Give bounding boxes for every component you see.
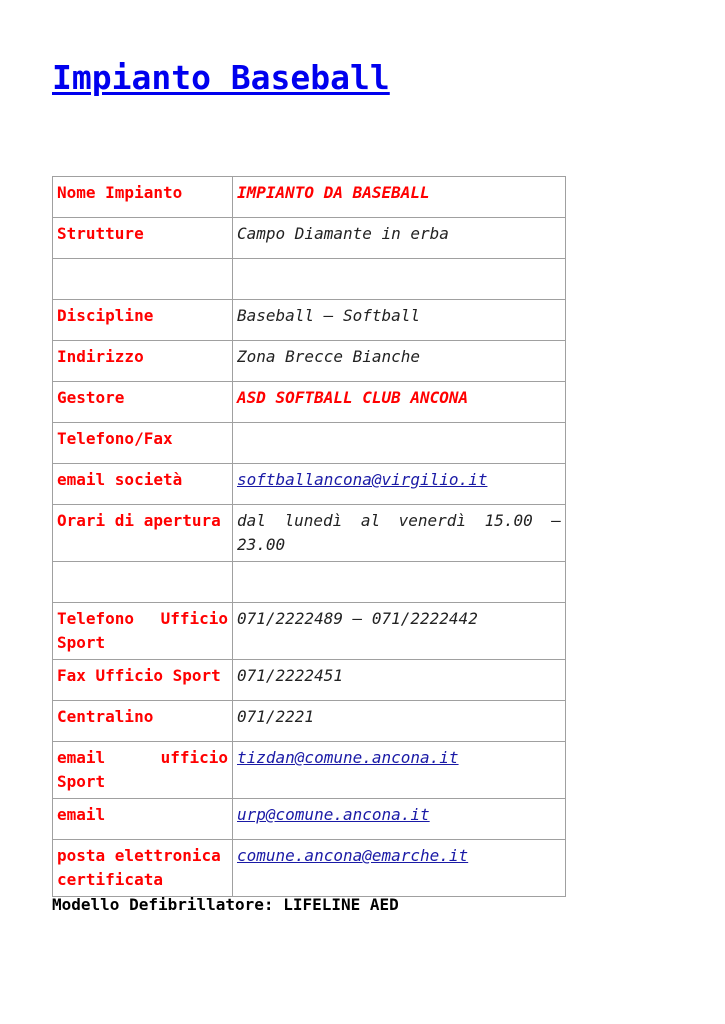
table-row xyxy=(53,423,566,464)
row-label: email xyxy=(53,799,233,840)
table-row xyxy=(53,840,566,897)
row-label: Strutture xyxy=(53,218,233,259)
row-value: Campo Diamante in erba xyxy=(233,218,566,259)
table-row xyxy=(53,701,566,742)
row-label: email società xyxy=(53,464,233,505)
row-value xyxy=(233,840,566,897)
page-title-link[interactable]: Impianto Baseball xyxy=(52,58,390,97)
table-row xyxy=(53,603,566,660)
row-value: ASD SOFTBALL CLUB ANCONA xyxy=(233,382,566,423)
row-value: Baseball – Softball xyxy=(233,300,566,341)
table-row xyxy=(53,505,566,562)
row-label: Discipline xyxy=(53,300,233,341)
table-row xyxy=(53,742,566,799)
table-row-empty xyxy=(53,562,566,603)
table-row xyxy=(53,464,566,505)
row-label: Telefono Ufficio Sport xyxy=(53,603,233,660)
table-row xyxy=(53,300,566,341)
row-value xyxy=(233,423,566,464)
table-row xyxy=(53,177,566,218)
row-label xyxy=(53,259,233,300)
row-value xyxy=(233,562,566,603)
row-label: Fax Ufficio Sport xyxy=(53,660,233,701)
row-value: IMPIANTO DA BASEBALL xyxy=(233,177,566,218)
table-row xyxy=(53,382,566,423)
facility-info-table xyxy=(52,176,566,897)
table-row xyxy=(53,660,566,701)
row-value xyxy=(233,259,566,300)
email-urp-link[interactable]: urp@comune.ancona.it xyxy=(237,805,430,824)
defibrillator-model-text: Modello Defibrillatore: LIFELINE AED xyxy=(52,895,399,914)
row-label xyxy=(53,562,233,603)
email-ufficio-sport-link[interactable]: tizdan@comune.ancona.it xyxy=(237,748,459,767)
row-label: email ufficio Sport xyxy=(53,742,233,799)
row-value xyxy=(233,742,566,799)
row-value: 071/2222489 – 071/2222442 xyxy=(233,603,566,660)
row-label: Centralino xyxy=(53,701,233,742)
row-label: Nome Impianto xyxy=(53,177,233,218)
row-value xyxy=(233,799,566,840)
row-label: Gestore xyxy=(53,382,233,423)
email-societa-link[interactable]: softballancona@virgilio.it xyxy=(237,470,488,489)
table-row xyxy=(53,341,566,382)
table-row xyxy=(53,218,566,259)
row-label: Telefono/Fax xyxy=(53,423,233,464)
row-value: 071/2222451 xyxy=(233,660,566,701)
row-value: 071/2221 xyxy=(233,701,566,742)
row-label: Orari di apertura xyxy=(53,505,233,562)
row-value: Zona Brecce Bianche xyxy=(233,341,566,382)
pec-link[interactable]: comune.ancona@emarche.it xyxy=(237,846,469,865)
table-row xyxy=(53,799,566,840)
row-label: posta elettronica certificata xyxy=(53,840,233,897)
row-value xyxy=(233,464,566,505)
table-row-empty xyxy=(53,259,566,300)
row-value: dal lunedì al venerdì 15.00 – 23.00 xyxy=(233,505,566,562)
row-label: Indirizzo xyxy=(53,341,233,382)
